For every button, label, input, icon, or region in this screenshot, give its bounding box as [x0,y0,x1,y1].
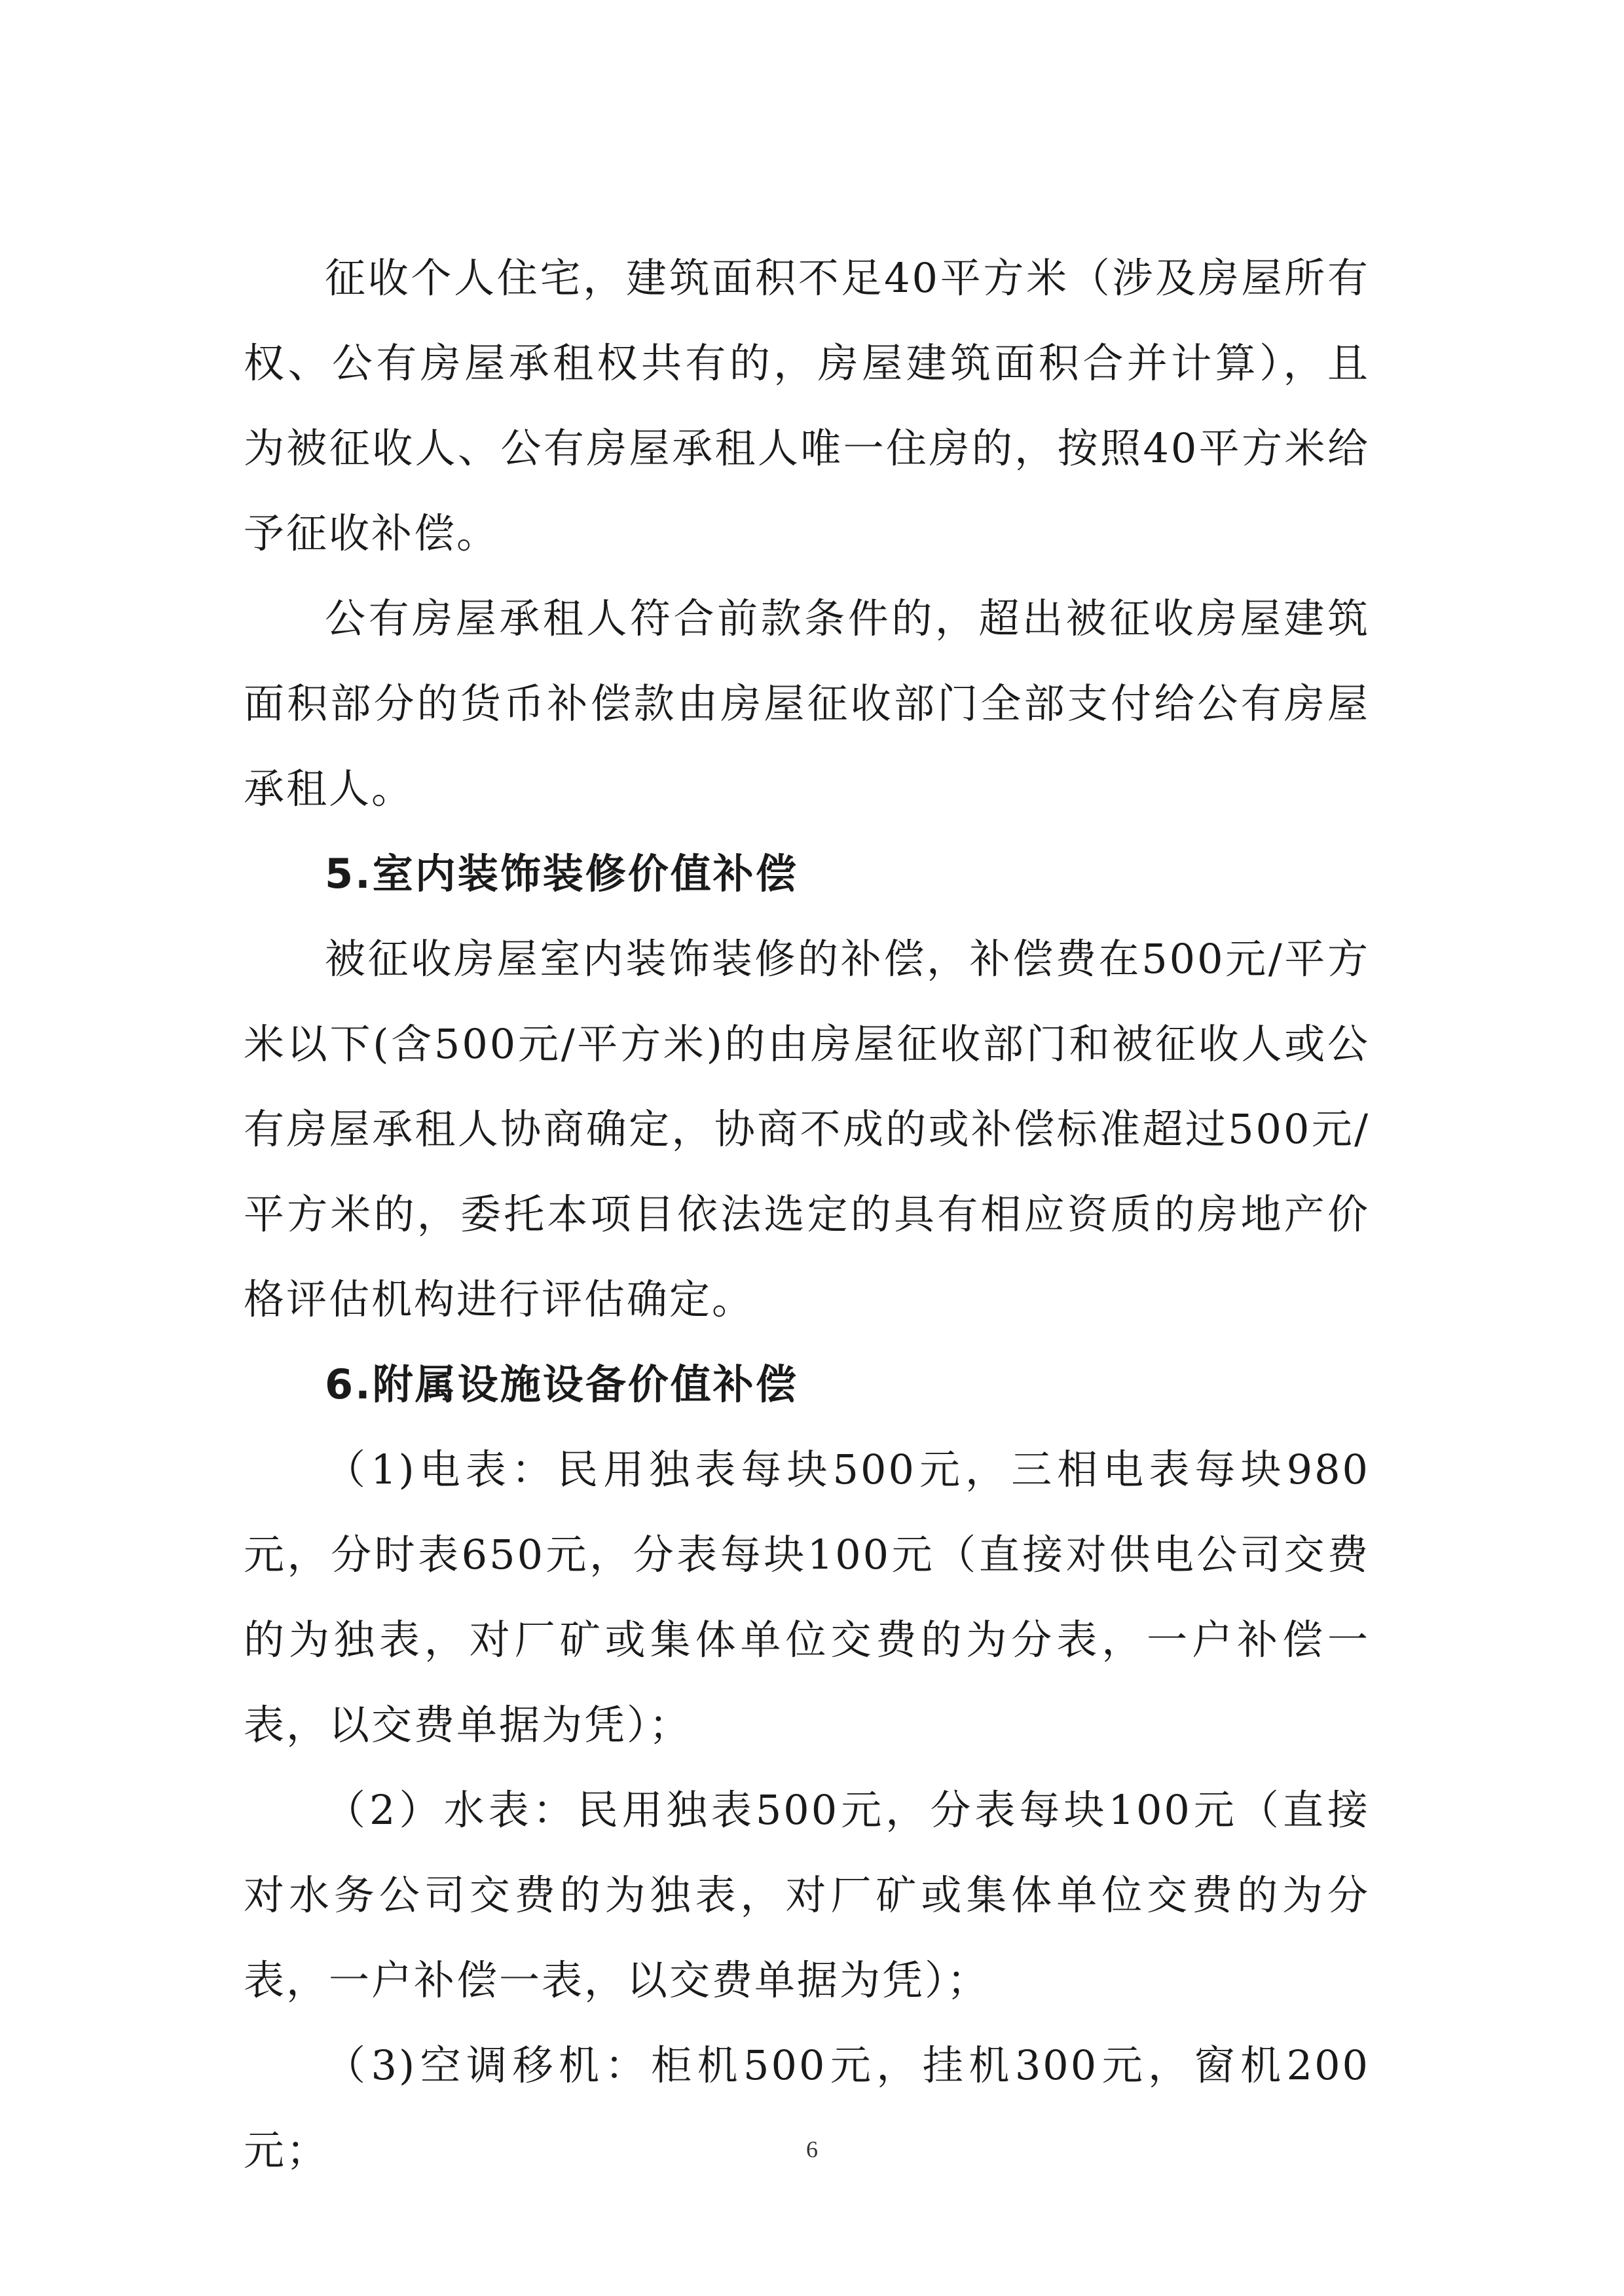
paragraph-tenant-excess: 公有房屋承租人符合前款条件的，超出被征收房屋建筑面积部分的货币补偿款由房屋征收部门全部支付给公有房屋承租人。 [244,594,1370,812]
paragraph-air-conditioner: （3)空调移机：柜机500元，挂机300元，窗机200元； [244,2041,1370,2174]
paragraph-water-meter: （2）水表：民用独表500元，分表每块100元（直接对水务公司交费的为独表，对厂矿或集体单位交费的为分表，一户补偿一表，以交费单据为凭）； [244,1786,1370,2004]
paragraph-minimum-area: 征收个人住宅，建筑面积不足40平方米（涉及房屋所有权、公有房屋承租权共有的，房屋建筑面积合并计算），且为被征收人、公有房屋承租人唯一住房的，按照40平方米给予征收补偿。 [244,254,1370,557]
paragraph-electric-meter: （1)电表：民用独表每块500元，三相电表每块980元，分时表650元，分表每块100元（直接对供电公司交费的为独表，对厂矿或集体单位交费的为分表，一户补偿一表，以交费单据为凭）； [244,1446,1370,1749]
paragraph-decoration: 被征收房屋室内装饰装修的补偿，补偿费在500元/平方米以下(含500元/平方米)的由房屋征收部门和被征收人或公有房屋承租人协商确定，协商不成的或补偿标准超过500元/平方米的，委托本项目依法选定的具有相应资质的房地产价格评估机构进行评估确定。 [244,935,1370,1323]
document-body [244,236,1370,2193]
page-number: 6 [806,2136,818,2162]
section-heading-facilities: 6.附属设施设备价值补偿 [325,1360,798,1408]
section-heading-decoration: 5.室内装饰装修价值补偿 [325,850,798,898]
